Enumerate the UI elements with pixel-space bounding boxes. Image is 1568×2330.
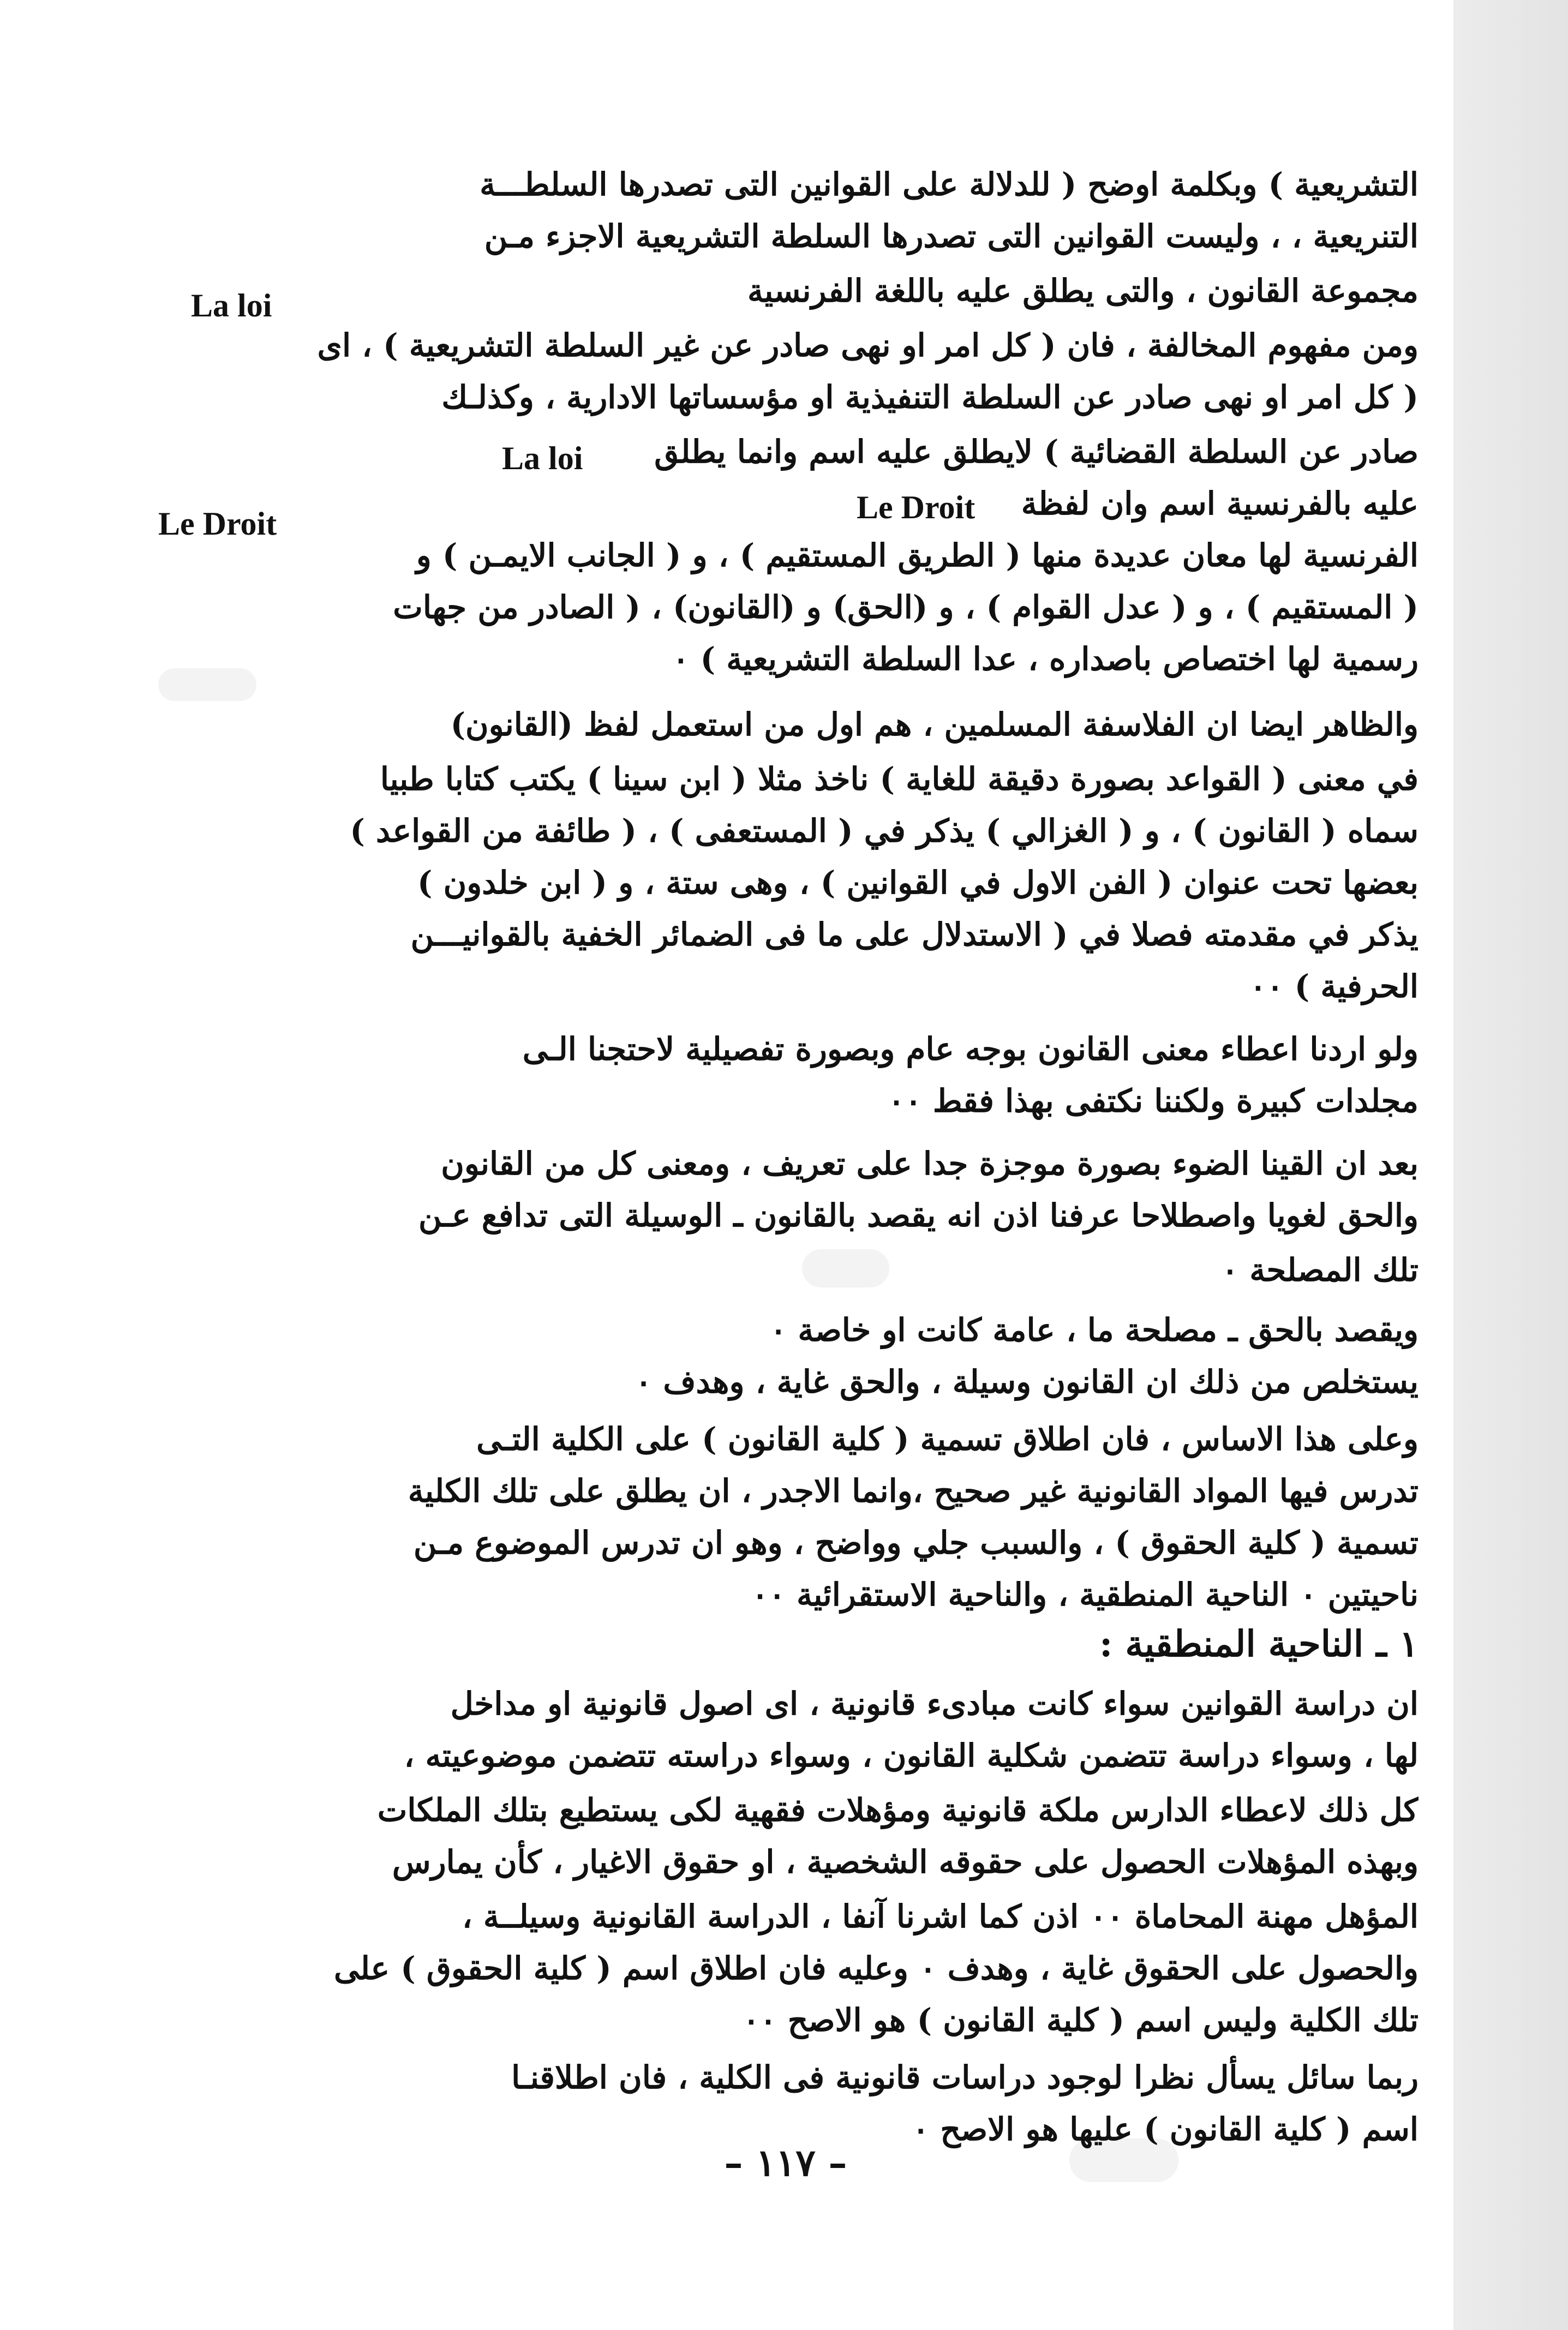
text-line: بعد ان القينا الضوء بصورة موجزة جدا على تعريف ، ومعنى كل من القانون bbox=[441, 1145, 1419, 1182]
section-heading: ١ ـ الناحية المنطقية : bbox=[1099, 1622, 1419, 1665]
text-line: المؤهل مهنة المحاماة ٠٠ اذن كما اشرنا آنفا ، الدراسة القانونية وسيلــة ، bbox=[462, 1898, 1419, 1935]
text-line: وعلى هذا الاساس ، فان اطلاق تسمية ( كلية القانون ) على الكلية التـى bbox=[476, 1421, 1419, 1458]
text-line: في معنى ( القواعد بصورة دقيقة للغاية ) ناخذ مثلا ( ابن سينا ) يكتب كتابا طبيا bbox=[380, 760, 1419, 798]
text-line: التشريعية ) وبكلمة اوضح ( للدلالة على القوانين التى تصدرها السلطـــة bbox=[480, 166, 1419, 203]
page-edge-shadow bbox=[1453, 0, 1568, 2330]
text-line: يذكر في مقدمته فصلا في ( الاستدلال على ما فى الضمائر الخفية بالقوانيـــن bbox=[410, 916, 1419, 953]
text-line: والحصول على الحقوق غاية ، وهدف ٠ وعليه فان اطلاق اسم ( كلية الحقوق ) على bbox=[333, 1950, 1419, 1987]
text-line: وبهذه المؤهلات الحصول على حقوقه الشخصية ، او حقوق الاغيار ، كأن يمارس bbox=[392, 1843, 1419, 1880]
text-line: والحق لغويا واصطلاحا عرفنا اذن انه يقصد بالقانون ـ الوسيلة التى تدافع عـن bbox=[418, 1197, 1419, 1234]
text-line: التنريعية ، ، وليست القوانين التى تصدرها السلطة التشريعية الاجزء مـن bbox=[484, 218, 1419, 255]
text-line: يستخلص من ذلك ان القانون وسيلة ، والحق غاية ، وهدف ٠ bbox=[635, 1363, 1419, 1400]
text-line: اسم ( كلية القانون ) عليها هو الاصح ٠ bbox=[912, 2111, 1419, 2148]
text-line: ( كل امر او نهى صادر عن السلطة التنفيذية او مؤسساتها الادارية ، وكذلـك bbox=[441, 379, 1419, 416]
latin-term-le-droit: Le Droit bbox=[857, 489, 975, 525]
latin-term-la-loi: La loi bbox=[502, 440, 583, 476]
text-line: تلك المصلحة ٠ bbox=[1221, 1251, 1419, 1289]
text-line: ناحيتين ٠ الناحية المنطقية ، والناحية الاستقرائية ٠٠ bbox=[751, 1576, 1419, 1613]
text-line: تلك الكلية وليس اسم ( كلية القانون ) هو الاصح ٠٠ bbox=[743, 2002, 1419, 2039]
text-line: رسمية لها اختصاص باصداره ، عدا السلطة التشريعية ) ٠ bbox=[672, 640, 1419, 678]
text-line: ويقصد بالحق ـ مصلحة ما ، عامة كانت او خاصة ٠ bbox=[770, 1311, 1419, 1349]
text-line: مجلدات كبيرة ولكننا نكتفى بهذا فقط ٠٠ bbox=[888, 1082, 1419, 1119]
text-line: تدرس فيها المواد القانونية غير صحيح ،وانما الاجدر ، ان يطلق على تلك الكلية bbox=[408, 1472, 1419, 1510]
text-line: والظاهر ايضا ان الفلاسفة المسلمين ، هم اول من استعمل لفظ (القانون) bbox=[450, 706, 1419, 743]
text-line: بعضها تحت عنوان ( الفن الاول في القوانين ) ، وهى ستة ، و ( ابن خلدون ) bbox=[417, 864, 1419, 901]
text-line: سماه ( القانون ) ، و ( الغزالي ) يذكر في ( المستعفى ) ، ( طائفة من القواعد ) bbox=[350, 812, 1419, 849]
text-line: الفرنسية لها معان عديدة منها ( الطريق المستقيم ) ، و ( الجانب الايمـن ) و bbox=[416, 537, 1419, 574]
latin-term-la-loi: La loi bbox=[191, 287, 272, 324]
text-line: عليه بالفرنسية اسم وان لفظة bbox=[1021, 485, 1419, 522]
text-line: ومن مفهوم المخالفة ، فان ( كل امر او نهى صادر عن غير السلطة التشريعية ) ، اى bbox=[317, 327, 1419, 364]
text-line: تسمية ( كلية الحقوق ) ، والسبب جلي وواضح ، وهو ان تدرس الموضوع مـن bbox=[413, 1524, 1419, 1561]
document-page bbox=[147, 136, 1419, 2264]
text-line: صادر عن السلطة القضائية ) لايطلق عليه اسم وانما يطلق bbox=[654, 433, 1419, 470]
latin-term-le-droit: Le Droit bbox=[158, 506, 277, 542]
text-line: ( المستقيم ) ، و ( عدل القوام ) ، و (الحق) و (القانون) ، ( الصادر من جهات bbox=[393, 589, 1419, 626]
text-line: لها ، وسواء دراسة تتضمن شكلية القانون ، وسواء دراسته تتضمن موضوعيته ، bbox=[404, 1737, 1419, 1774]
text-line: ربما سائل يسأل نظرا لوجود دراسات قانونية فى الكلية ، فان اطلاقنـا bbox=[511, 2059, 1419, 2096]
page-number: – ١١٧ – bbox=[724, 2141, 847, 2185]
text-line: الحرفية ) ٠٠ bbox=[1249, 968, 1419, 1005]
text-line: كل ذلك لاعطاء الدارس ملكة قانونية ومؤهلات فقهية لكى يستطيع بتلك الملكات bbox=[377, 1792, 1419, 1829]
text-line: ولو اردنا اعطاء معنى القانون بوجه عام وبصورة تفصيلية لاحتجنا الـى bbox=[522, 1031, 1419, 1068]
text-line: ان دراسة القوانين سواء كانت مبادىء قانونية ، اى اصول قانونية او مداخل bbox=[450, 1685, 1419, 1722]
text-line: مجموعة القانون ، والتى يطلق عليه باللغة الفرنسية bbox=[747, 272, 1419, 309]
